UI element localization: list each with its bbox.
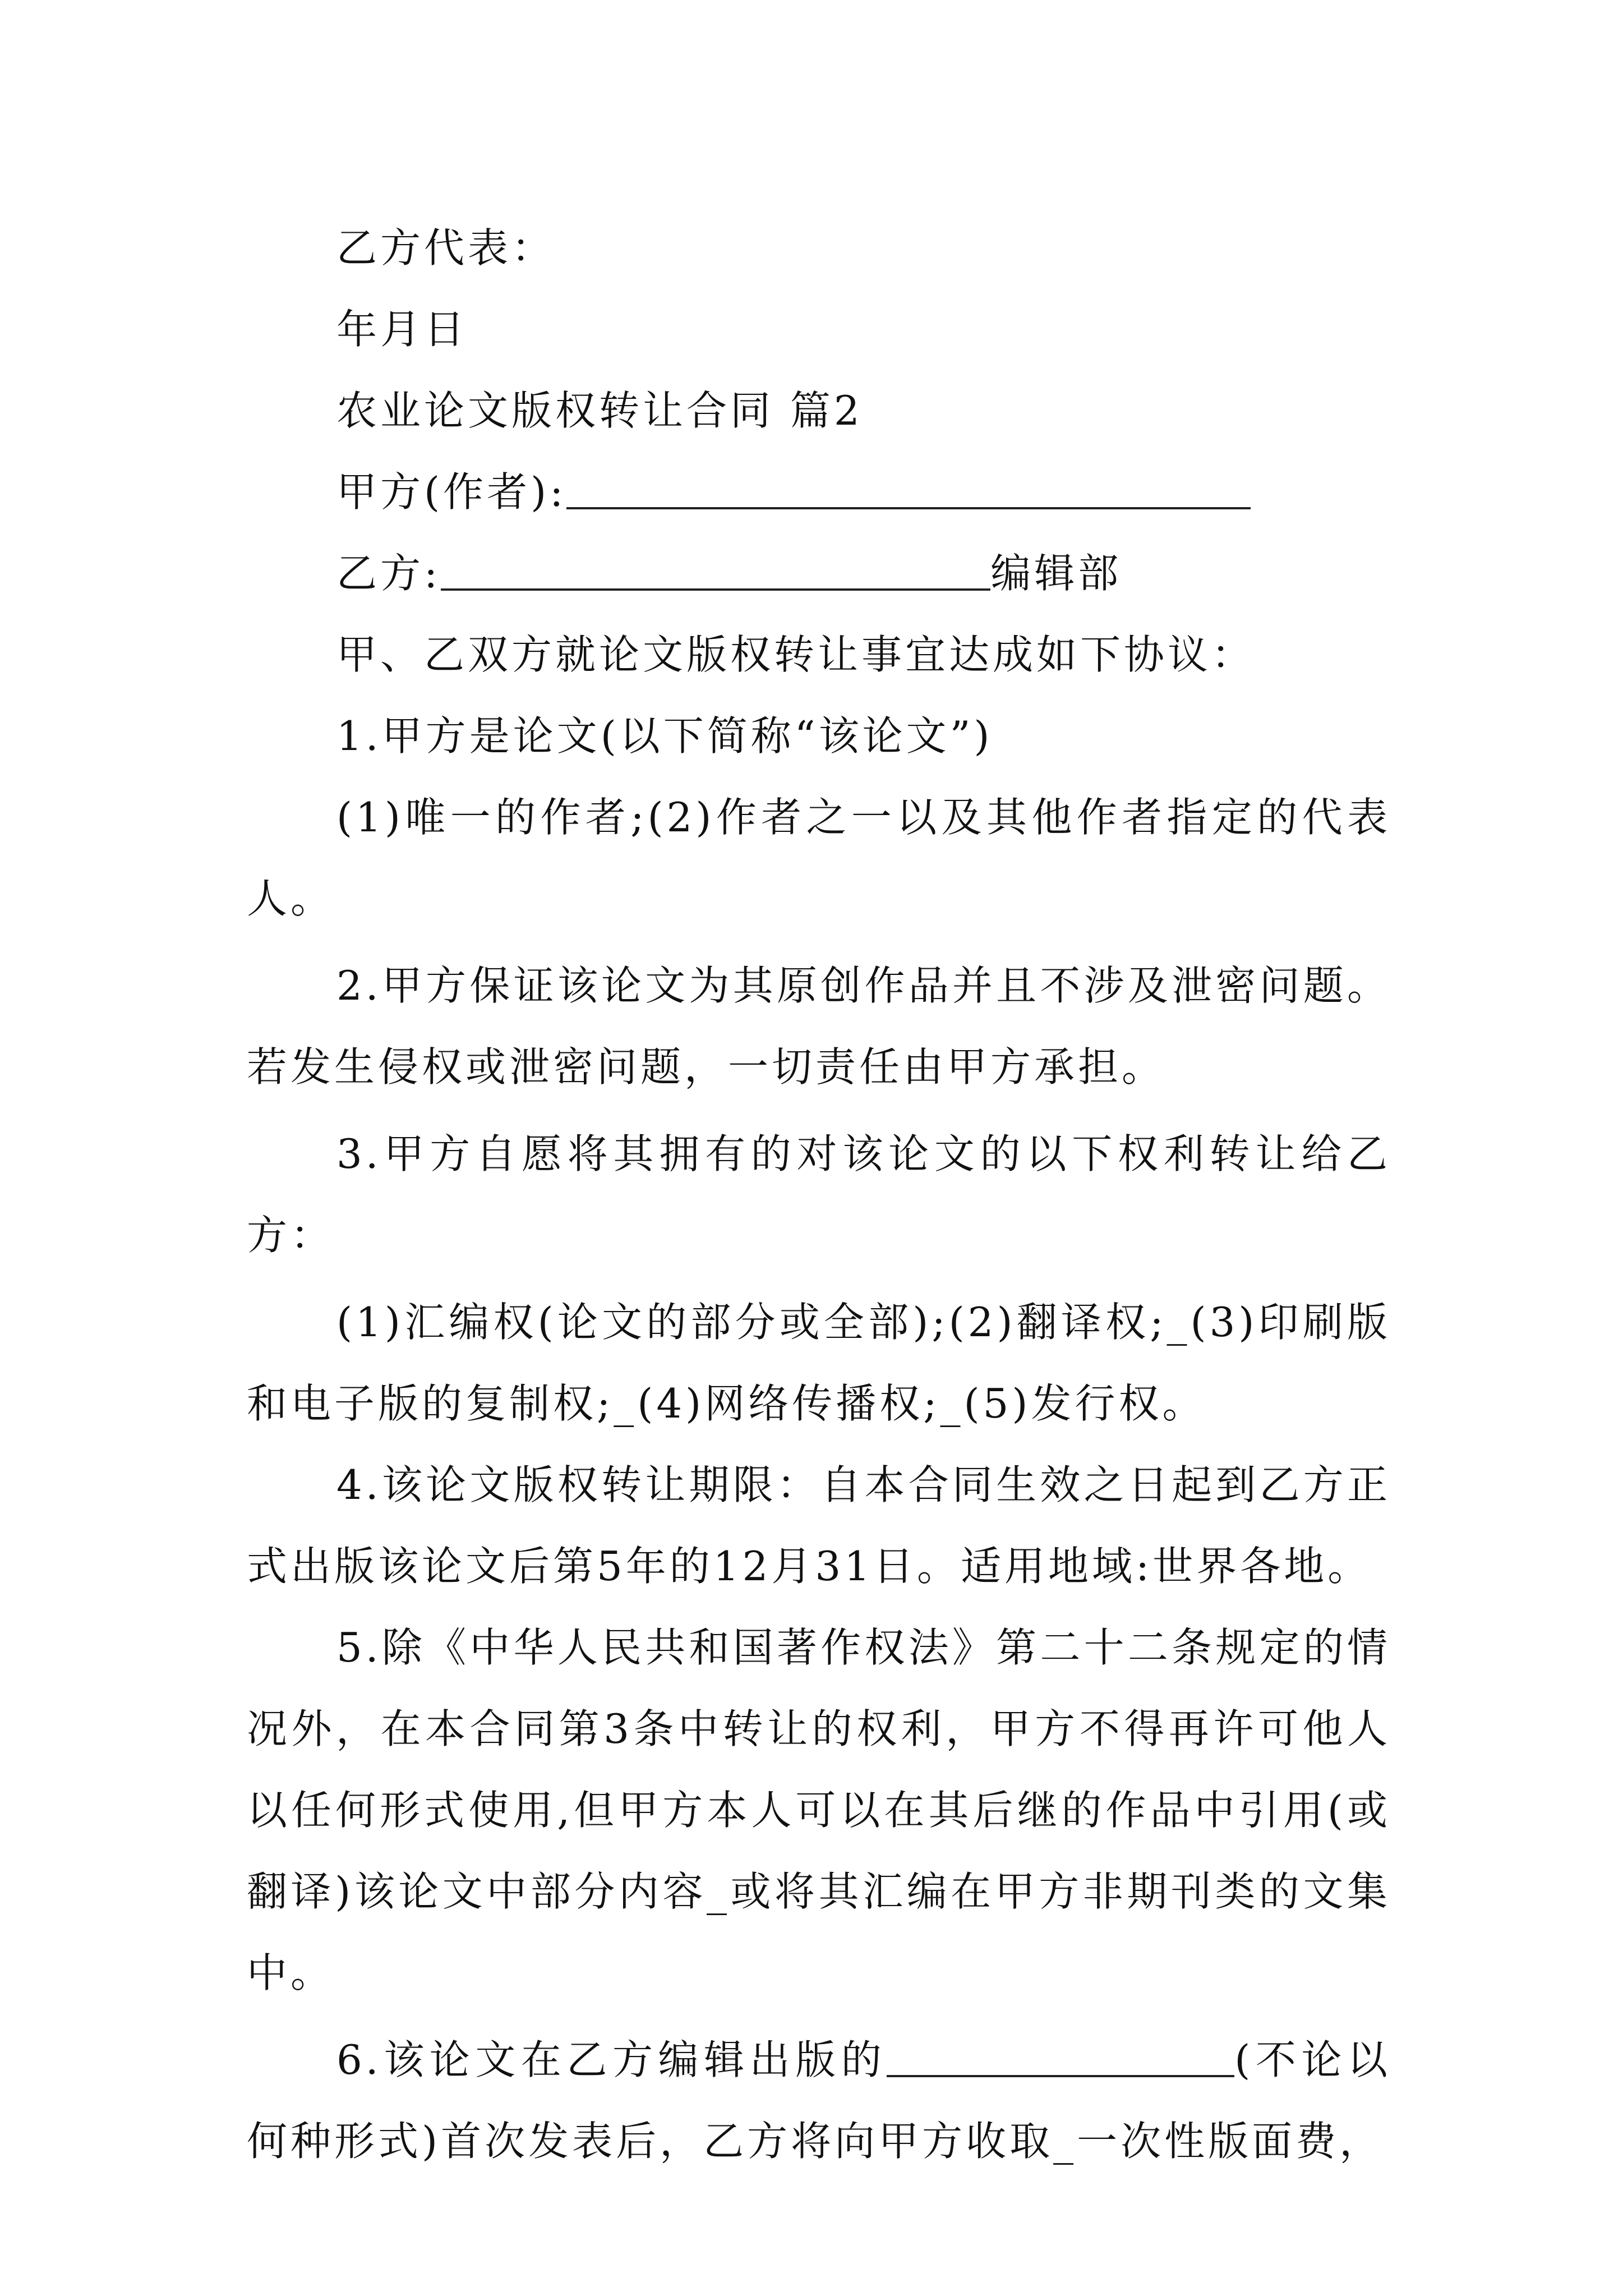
clause-6	[247, 2019, 1391, 2182]
party-b-suffix: 编辑部	[990, 550, 1122, 597]
author-field-label: 甲方(作者):	[336, 468, 567, 516]
clause-3-rights: (1)汇编权(论文的部分或全部);(2)翻译权;_(3)印刷版和电子版的复制权;_(4)网络传播权;_(5)发行权。	[247, 1299, 1391, 1427]
clause-6-before: 6.该论文在乙方编辑出版的	[336, 2036, 887, 2083]
party-b-field-line	[247, 533, 1391, 614]
agreement-intro: 甲、乙双方就论文版权转让事宜达成如下协议：	[336, 631, 1256, 678]
clause-6-after: (不论以何种形式)首次发表后，乙方将向甲方收取_一次性版面费，	[247, 2036, 1391, 2165]
clause-4: 4.该论文版权转让期限：自本合同生效之日起到乙方正式出版该论文后第5年的12月31日。适用地域:世界各地。	[247, 1461, 1391, 1590]
date-line: 年月日	[336, 306, 468, 353]
publication-blank	[887, 2036, 1234, 2077]
clause-1-body: (1)唯一的作者;(2)作者之一以及其他作者指定的代表人。	[247, 794, 1391, 922]
party-b-representative-line: 乙方代表：	[336, 224, 556, 272]
clause-2: 2.甲方保证该论文为其原创作品并且不涉及泄密问题。若发生侵权或泄密问题，一切责任由甲方承担。	[247, 962, 1391, 1091]
clause-1-title: 1.甲方是论文(以下简称“该论文”)	[336, 712, 993, 760]
author-field-line	[247, 452, 1391, 533]
contract-title: 农业论文版权转让合同 篇2	[336, 387, 863, 434]
document-body	[247, 208, 1391, 2182]
party-b-blank	[441, 549, 990, 591]
party-b-field-label: 乙方:	[336, 550, 441, 597]
author-blank	[566, 468, 1251, 509]
clause-5: 5.除《中华人民共和国著作权法》第二十二条规定的情况外，在本合同第3条中转让的权利，甲方不得再许可他人以任何形式使用,但甲方本人可以在其后继的作品中引用(或翻译)该论文中部分内容_或将其汇编在甲方非期刊类的文集中。	[247, 1624, 1391, 1996]
clause-3: 3.甲方自愿将其拥有的对该论文的以下权利转让给乙方：	[247, 1130, 1391, 1259]
